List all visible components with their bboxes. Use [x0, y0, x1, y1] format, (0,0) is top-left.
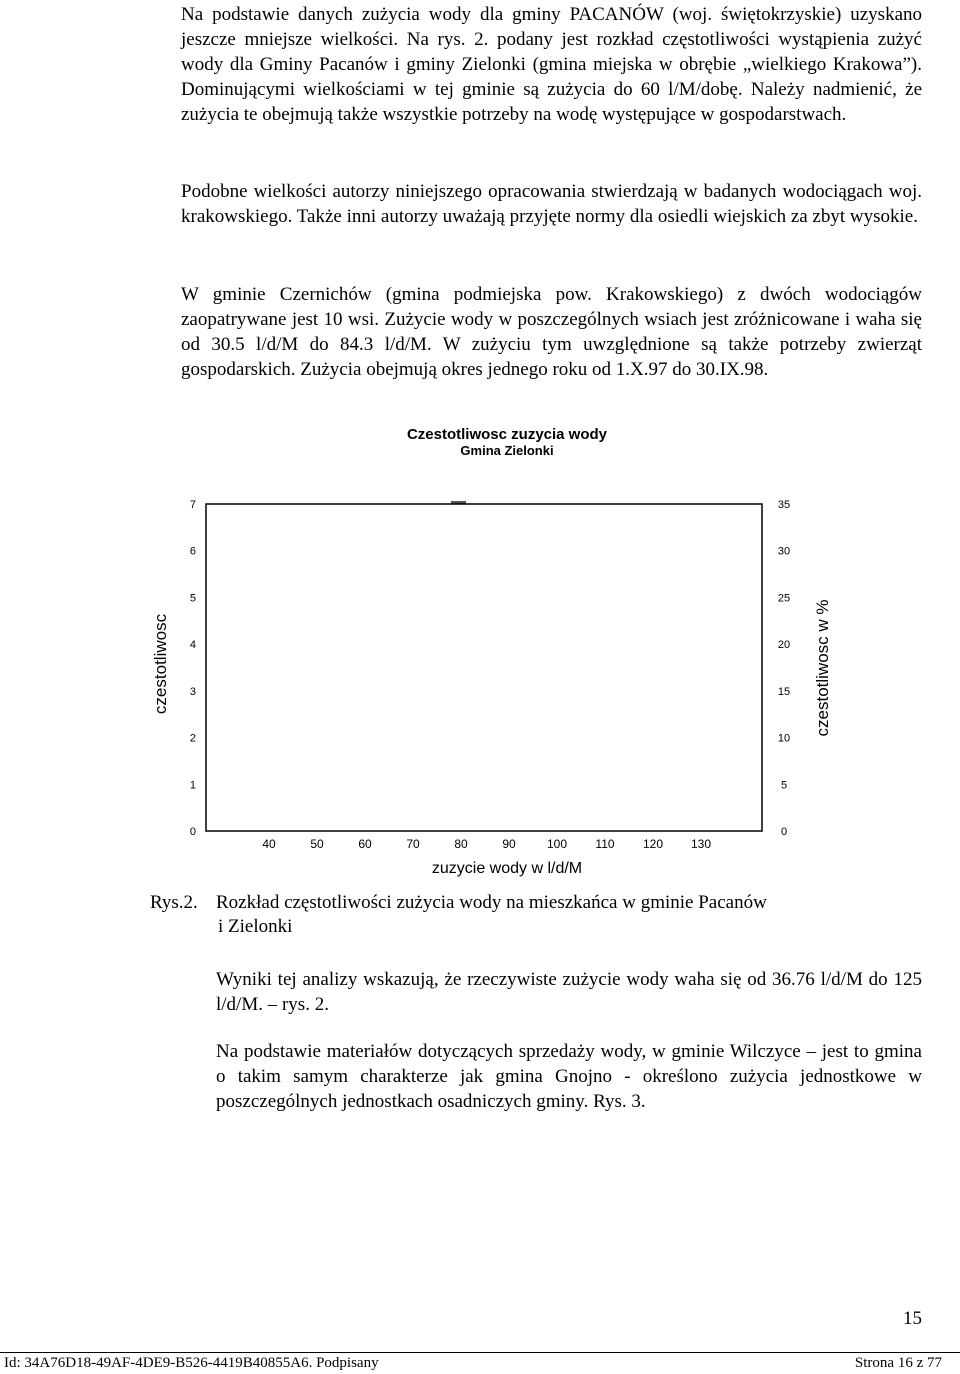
axis-layer [190, 499, 790, 851]
frequency-chart [148, 418, 882, 883]
x-tick-label: 70 [406, 837, 420, 851]
paragraph-2: Podobne wielkości autorzy niniejszego opracowania stwierdzają w badanych wodociągach woj. krakowskiego. Także inni autorzy uważają przyjęte normy dla osiedli wiejskich za zbyt wysokie. [181, 181, 922, 227]
paragraph-3: W gminie Czernichów (gmina podmiejska pow. Krakowskiego) z dwóch wodociągów zaopatrywane jest 10 wsi. Zużycie wody w poszczególnych wsiach jest zróżnicowane i waha się od 30.5 l/d/M do 84.3 l/d/M. W zużyciu tym uwzględnione są także potrzeby zwierząt gospodarskich. Zużycia obejmują okres jednego roku od 1.X.97 do 30.IX.98. [181, 284, 922, 380]
x-axis-label: zuzycie wody w l/d/M [431, 860, 583, 877]
y-tick-label: 3 [189, 685, 196, 698]
chart-title: Czestotliwosc zuzycia wody [406, 426, 608, 443]
footer-page-count: Strona 16 z 77 [854, 1355, 942, 1371]
paragraph-1: Na podstawie danych zużycia wody dla gminy PACANÓW (woj. świętokrzyskie) uzyskano jeszcze mniejsze wielkości. Na rys. 2. podany jest rozkład częstotliwości wystąpienia zużyć wody dla Gminy Pacanów i gminy Zielonki (gmina miejska w obrębie „wielkiego Krakowa”). Dominującymi wielkościami w tej gminie są zużycia do 60 l/M/dobę. Należy nadmienić, że zużycia te obejmują także wszystkie potrzeby na wodę występujące w gospodarstwach. [181, 4, 922, 125]
y2-tick-label: 5 [780, 779, 788, 792]
chart-svg [148, 418, 882, 883]
x-tick-label: 120 [642, 837, 664, 851]
footer-divider [0, 1352, 960, 1353]
x-tick-label: 80 [454, 837, 468, 851]
y2-tick-label: 35 [777, 499, 791, 511]
x-tick-label: 110 [595, 837, 615, 851]
chart-subtitle: Gmina Zielonki [460, 443, 554, 458]
x-tick-label: 90 [502, 837, 516, 851]
x-tick-label: 50 [310, 837, 324, 851]
paragraph-5: Na podstawie materiałów dotyczących sprzedaży wody, w gminie Wilczyce – jest to gmina o takim samym charakterze jak gmina Gnojno - określono zużycia jednostkowe w poszczególnych jednostkach osadniczych gminy. Rys. 3. [216, 1041, 922, 1112]
y-axis-label: czestotliwosc [151, 613, 170, 715]
y-tick-label: 1 [189, 779, 196, 792]
footer-document-id: Id: 34A76D18-49AF-4DE9-B526-4419B40855A6. Podpisany [4, 1355, 379, 1371]
caption-line-2: i Zielonki [218, 916, 293, 937]
caption-line-1: Rozkład częstotliwości zużycia wody na mieszkańca w gminie Pacanów [216, 892, 767, 913]
y2-axis-label: czestotliwosc w % [813, 599, 832, 737]
y2-tick-label: 30 [777, 545, 791, 558]
y2-tick-label: 10 [777, 732, 791, 745]
y2-tick-label: 15 [777, 685, 791, 698]
x-tick-label: 100 [546, 837, 568, 851]
y-tick-label: 2 [189, 732, 196, 745]
caption-number: Rys.2. [150, 892, 198, 913]
y2-tick-label: 25 [777, 592, 791, 605]
plot-frame [206, 504, 762, 831]
x-tick-label: 130 [690, 837, 712, 851]
y-tick-label: 5 [189, 592, 196, 605]
y-tick-label: 0 [189, 826, 196, 838]
y-tick-label: 6 [189, 545, 196, 558]
y-tick-label: 7 [189, 499, 196, 511]
y2-tick-label: 0 [780, 826, 788, 838]
page-number: 15 [903, 1308, 922, 1329]
paragraph-4: Wyniki tej analizy wskazują, że rzeczywiste zużycie wody waha się od 36.76 l/d/M do 125 l/d/M. – rys. 2. [216, 969, 922, 1015]
y-tick-label: 4 [189, 639, 196, 652]
y2-tick-label: 20 [777, 639, 791, 652]
x-tick-label: 40 [262, 837, 276, 851]
x-tick-label: 60 [358, 837, 372, 851]
